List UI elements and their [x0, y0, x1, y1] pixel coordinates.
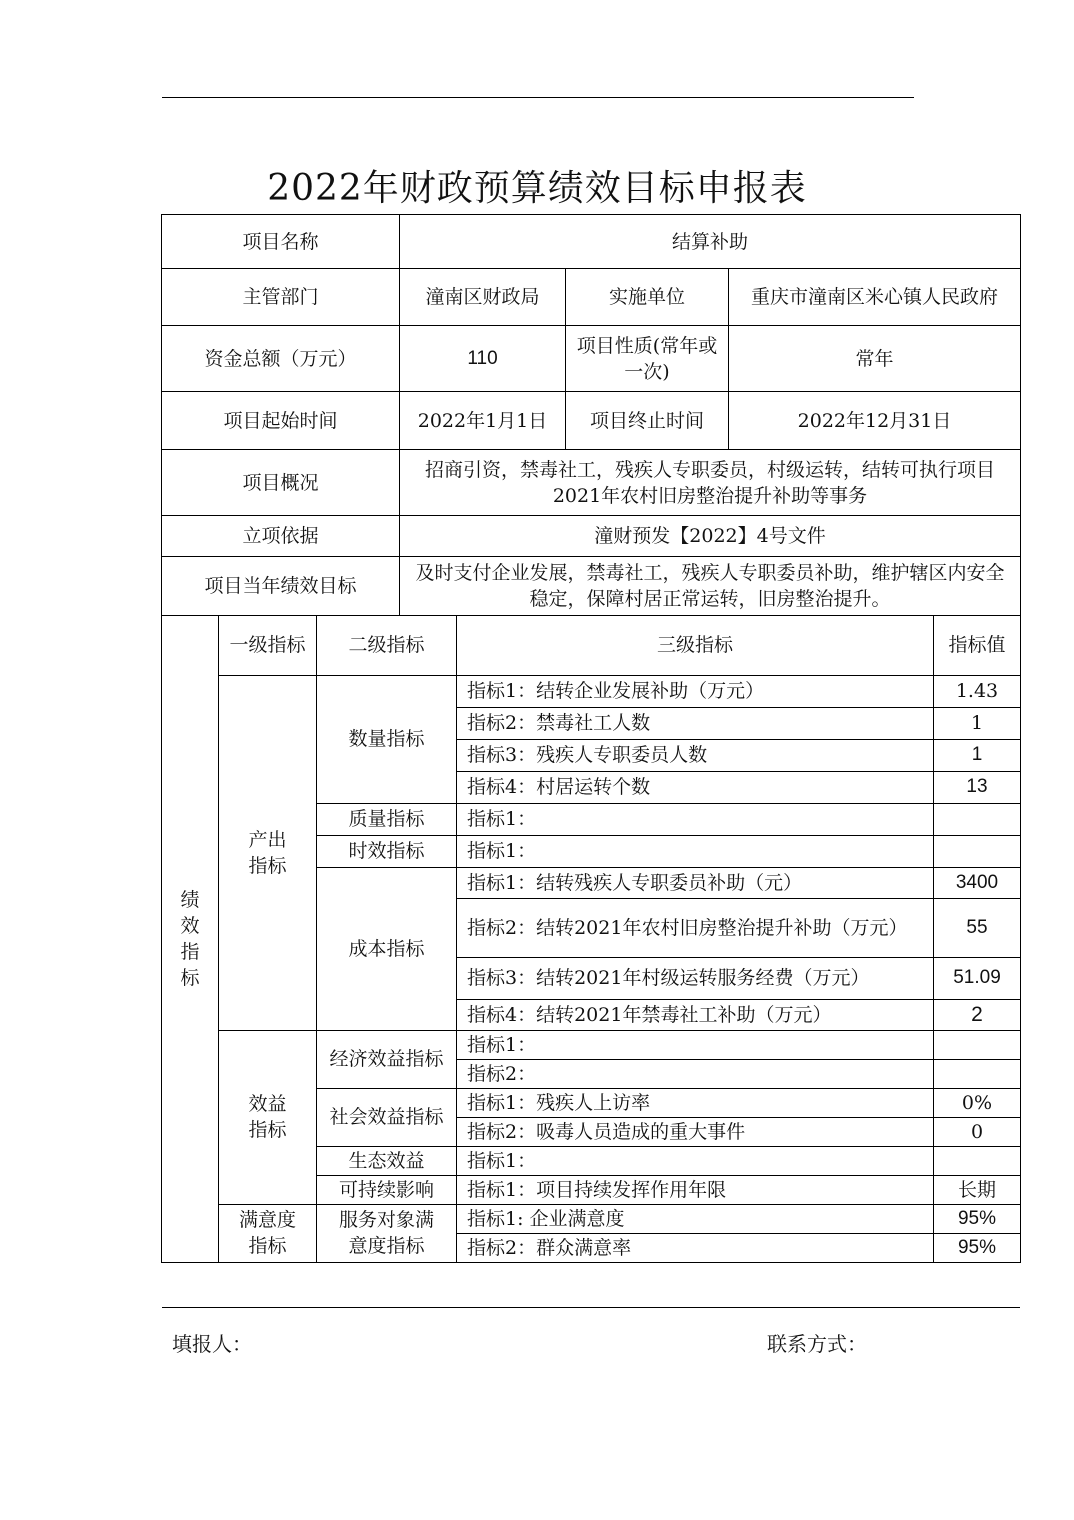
header-rule — [162, 97, 914, 98]
basic-info-table — [161, 214, 1021, 616]
cost-value-1: 3400 — [934, 867, 1021, 898]
performance-group-label: 绩效指标 — [162, 616, 219, 1262]
cost-item-2: 指标2：结转2021年农村旧房整治提升补助（万元） — [457, 898, 934, 957]
cost-value-3: 51.09 — [934, 957, 1021, 999]
fund-label: 资金总额（万元） — [162, 326, 400, 392]
sustainable-label: 可持续影响 — [317, 1175, 457, 1204]
ecological-value-1 — [934, 1146, 1021, 1175]
header-level1: 一级指标 — [219, 616, 317, 675]
quantity-item-2: 指标2：禁毒社工人数 — [457, 707, 934, 739]
service-item-2: 指标2：群众满意率 — [457, 1233, 934, 1262]
start-label: 项目起始时间 — [162, 392, 400, 450]
quantity-value-3: 1 — [934, 739, 1021, 771]
timeliness-value-1 — [934, 835, 1021, 867]
quantity-item-4: 指标4：村居运转个数 — [457, 771, 934, 803]
quantity-value-4: 13 — [934, 771, 1021, 803]
sustainable-value-1: 长期 — [934, 1175, 1021, 1204]
social-item-2: 指标2：吸毒人员造成的重大事件 — [457, 1117, 934, 1146]
service-value-1: 95% — [934, 1204, 1021, 1233]
cost-value-4: 2 — [934, 999, 1021, 1030]
end-label: 项目终止时间 — [566, 392, 729, 450]
timeliness-label: 时效指标 — [317, 835, 457, 867]
social-item-1: 指标1：残疾人上访率 — [457, 1088, 934, 1117]
header-level3: 三级指标 — [457, 616, 934, 675]
overview-label: 项目概况 — [162, 450, 400, 516]
goal-label: 项目当年绩效目标 — [162, 557, 400, 616]
quality-item-1: 指标1： — [457, 803, 934, 835]
end-value: 2022年12月31日 — [729, 392, 1021, 450]
quantity-value-2: 1 — [934, 707, 1021, 739]
output-label: 产出指标 — [219, 675, 317, 1030]
dept-value: 潼南区财政局 — [400, 269, 566, 326]
start-value: 2022年1月1日 — [400, 392, 566, 450]
economic-value-2 — [934, 1059, 1021, 1088]
cost-item-3: 指标3：结转2021年村级运转服务经费（万元） — [457, 957, 934, 999]
quantity-item-1: 指标1：结转企业发展补助（万元） — [457, 675, 934, 707]
header-level2: 二级指标 — [317, 616, 457, 675]
service-item-1: 指标1: 企业满意度 — [457, 1204, 934, 1233]
quality-value-1 — [934, 803, 1021, 835]
basis-label: 立项依据 — [162, 516, 400, 557]
application-form — [161, 214, 1020, 1263]
nature-label: 项目性质(常年或一次) — [566, 326, 729, 392]
social-value-1: 0% — [934, 1088, 1021, 1117]
service-value-2: 95% — [934, 1233, 1021, 1262]
quality-label: 质量指标 — [317, 803, 457, 835]
economic-label: 经济效益指标 — [317, 1030, 457, 1088]
quantity-item-3: 指标3：残疾人专职委员人数 — [457, 739, 934, 771]
social-value-2: 0 — [934, 1117, 1021, 1146]
service-label: 服务对象满意度指标 — [317, 1204, 457, 1262]
cost-item-1: 指标1：结转残疾人专职委员补助（元） — [457, 867, 934, 898]
cost-value-2: 55 — [934, 898, 1021, 957]
timeliness-item-1: 指标1： — [457, 835, 934, 867]
page-title: 2022年财政预算绩效目标申报表 — [267, 168, 807, 209]
quantity-value-1: 1.43 — [934, 675, 1021, 707]
satisfaction-label: 满意度指标 — [219, 1204, 317, 1262]
sustainable-item-1: 指标1：项目持续发挥作用年限 — [457, 1175, 934, 1204]
filler-label: 填报人： — [172, 1332, 252, 1356]
social-label: 社会效益指标 — [317, 1088, 457, 1146]
benefit-label: 效益指标 — [219, 1030, 317, 1204]
overview-value: 招商引资，禁毒社工，残疾人专职委员，村级运转，结转可执行项目2021年农村旧房整治提升补助等事务 — [400, 450, 1021, 516]
header-value: 指标值 — [934, 616, 1021, 675]
quantity-label: 数量指标 — [317, 675, 457, 803]
unit-value: 重庆市潼南区米心镇人民政府 — [729, 269, 1021, 326]
project-name-value: 结算补助 — [400, 215, 1021, 269]
cost-label: 成本指标 — [317, 867, 457, 1030]
project-name-label: 项目名称 — [162, 215, 400, 269]
footer-rule — [162, 1307, 1020, 1308]
economic-item-1: 指标1： — [457, 1030, 934, 1059]
unit-label: 实施单位 — [566, 269, 729, 326]
ecological-label: 生态效益 — [317, 1146, 457, 1175]
basis-value: 潼财预发【2022】4号文件 — [400, 516, 1021, 557]
performance-table — [161, 616, 1021, 1263]
ecological-item-1: 指标1： — [457, 1146, 934, 1175]
contact-label: 联系方式： — [767, 1332, 867, 1356]
dept-label: 主管部门 — [162, 269, 400, 326]
nature-value: 常年 — [729, 326, 1021, 392]
goal-value: 及时支付企业发展，禁毒社工，残疾人专职委员补助，维护辖区内安全稳定，保障村居正常运转，旧房整治提升。 — [400, 557, 1021, 616]
cost-item-4: 指标4：结转2021年禁毒社工补助（万元） — [457, 999, 934, 1030]
economic-item-2: 指标2： — [457, 1059, 934, 1088]
fund-value: 110 — [400, 326, 566, 392]
economic-value-1 — [934, 1030, 1021, 1059]
